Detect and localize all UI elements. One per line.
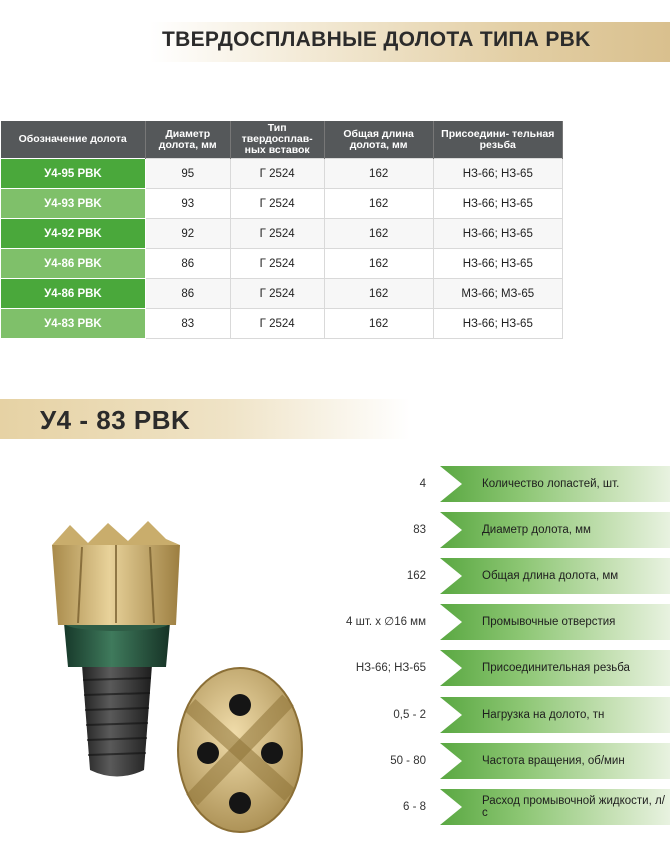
table-header-row bbox=[1, 121, 563, 159]
param-label: Частота вращения, об/мин bbox=[482, 755, 625, 767]
cell-diameter: 93 bbox=[145, 189, 230, 219]
header-thread: Присоедини- тельная резьба bbox=[433, 121, 562, 159]
cell-thread: НЗ-66; НЗ-65 bbox=[433, 219, 562, 249]
cell-insert-type: Г 2524 bbox=[230, 189, 324, 219]
cell-diameter: 95 bbox=[145, 159, 230, 189]
param-label: Общая длина долота, мм bbox=[482, 570, 619, 582]
param-row-length bbox=[300, 558, 670, 594]
cell-length: 162 bbox=[324, 219, 433, 249]
cell-insert-type: Г 2524 bbox=[230, 219, 324, 249]
param-row-blades bbox=[300, 466, 670, 502]
param-value: 4 шт. х ∅16 мм bbox=[346, 616, 426, 628]
param-value: 83 bbox=[413, 524, 426, 536]
param-value: 162 bbox=[406, 570, 426, 582]
param-label: Диаметр долота, мм bbox=[482, 524, 591, 536]
cell-thread: НЗ-66; НЗ-65 bbox=[433, 159, 562, 189]
drill-bit-photo bbox=[30, 515, 320, 835]
param-label: Промывочные отверстия bbox=[482, 616, 616, 628]
param-row-load bbox=[300, 697, 670, 733]
cell-thread: НЗ-66; НЗ-65 bbox=[433, 249, 562, 279]
cell-thread: НЗ-66; НЗ-65 bbox=[433, 189, 562, 219]
param-value: 6 - 8 bbox=[402, 801, 426, 813]
cell-thread: НЗ-66; НЗ-65 bbox=[433, 309, 562, 339]
cell-length: 162 bbox=[324, 189, 433, 219]
cell-insert-type: Г 2524 bbox=[230, 309, 324, 339]
cell-length: 162 bbox=[324, 279, 433, 309]
param-value: 4 bbox=[419, 478, 426, 490]
table-row bbox=[1, 189, 563, 219]
param-label: Присоединительная резьба bbox=[482, 662, 630, 674]
param-label: Расход промывочной жидкости, л/с bbox=[482, 795, 665, 819]
cell-designation: У4-86 PBK bbox=[1, 249, 146, 279]
param-row-rotation bbox=[300, 743, 670, 779]
model-title: У4 - 83 PBK bbox=[40, 405, 191, 435]
header-designation: Обозначение долота bbox=[1, 121, 146, 159]
param-row-flush-holes bbox=[300, 604, 670, 640]
header-length: Общая длина долота, мм bbox=[324, 121, 433, 159]
cell-diameter: 86 bbox=[145, 249, 230, 279]
param-row-flow bbox=[300, 789, 670, 825]
header-diameter: Диаметр долота, мм bbox=[145, 121, 230, 159]
table-row bbox=[1, 219, 563, 249]
param-label: Количество лопастей, шт. bbox=[482, 478, 620, 490]
param-value: 0,5 - 2 bbox=[393, 709, 426, 721]
header-insert-type: Тип твердосплав- ных вставок bbox=[230, 121, 324, 159]
cell-insert-type: Г 2524 bbox=[230, 249, 324, 279]
cell-insert-type: Г 2524 bbox=[230, 279, 324, 309]
table-row bbox=[1, 309, 563, 339]
cell-diameter: 86 bbox=[145, 279, 230, 309]
spec-table bbox=[0, 121, 563, 339]
page-title: ТВЕРДОСПЛАВНЫЕ ДОЛОТА ТИПА PBK bbox=[162, 28, 591, 51]
table-row bbox=[1, 249, 563, 279]
param-value: НЗ-66; НЗ-65 bbox=[355, 662, 426, 674]
table-row bbox=[1, 279, 563, 309]
param-value: 50 - 80 bbox=[390, 755, 426, 767]
cell-insert-type: Г 2524 bbox=[230, 159, 324, 189]
cell-length: 162 bbox=[324, 249, 433, 279]
cell-designation: У4-95 PBK bbox=[1, 159, 146, 189]
cell-diameter: 92 bbox=[145, 219, 230, 249]
cell-designation: У4-86 PBK bbox=[1, 279, 146, 309]
cell-designation: У4-83 PBK bbox=[1, 309, 146, 339]
cell-designation: У4-92 PBK bbox=[1, 219, 146, 249]
cell-length: 162 bbox=[324, 159, 433, 189]
cell-thread: МЗ-66; МЗ-65 bbox=[433, 279, 562, 309]
param-label: Нагрузка на долото, тн bbox=[482, 709, 605, 721]
cell-designation: У4-93 PBK bbox=[1, 189, 146, 219]
cell-length: 162 bbox=[324, 309, 433, 339]
cell-diameter: 83 bbox=[145, 309, 230, 339]
param-row-diameter bbox=[300, 512, 670, 548]
table-row bbox=[1, 159, 563, 189]
param-row-thread bbox=[300, 650, 670, 686]
